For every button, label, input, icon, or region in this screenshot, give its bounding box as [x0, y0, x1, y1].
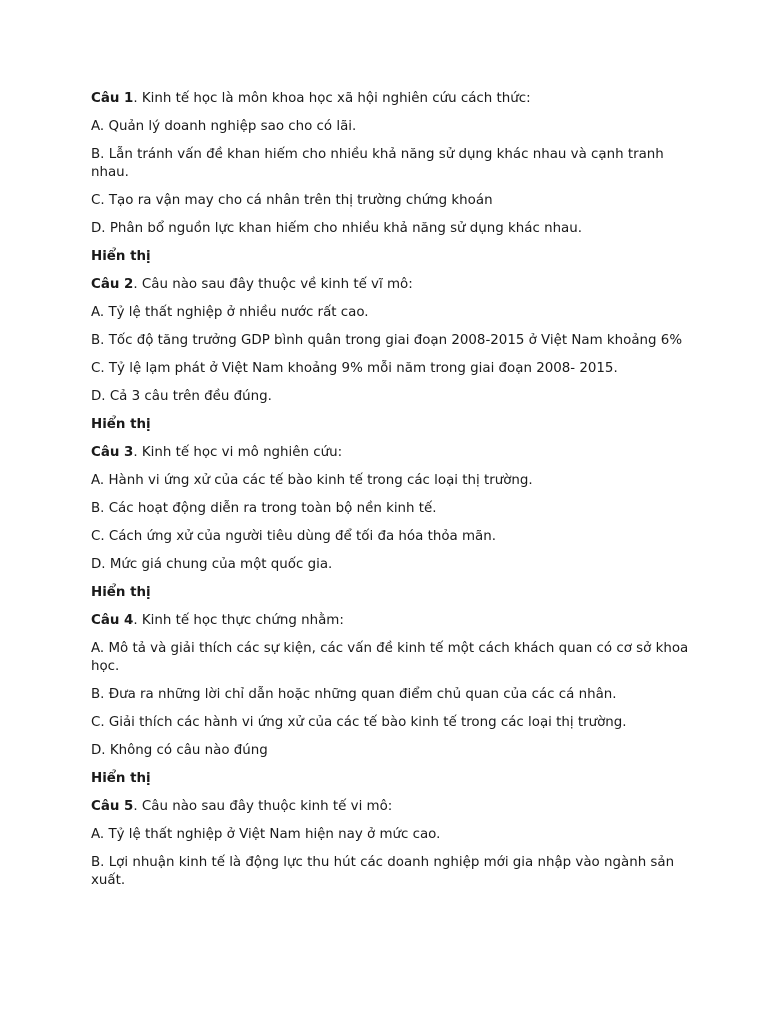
question-heading	[91, 612, 691, 630]
question-text: . Kinh tế học là môn khoa học xã hội nghiên cứu cách thức:	[133, 91, 531, 106]
question-2	[91, 276, 691, 434]
answer-option: D. Mức giá chung của một quốc gia.	[91, 557, 333, 572]
answer-option: A. Tỷ lệ thất nghiệp ở Việt Nam hiện nay ở mức cao.	[91, 827, 441, 842]
answer-option: B. Lợi nhuận kinh tế là động lực thu hút các doanh nghiệp mới gia nhập vào ngành sản xuất.	[91, 855, 675, 888]
document-body	[91, 90, 691, 900]
question-text: . Câu nào sau đây thuộc kinh tế vi mô:	[133, 799, 393, 814]
answer-option: C. Tỷ lệ lạm phát ở Việt Nam khoảng 9% mỗi năm trong giai đoạn 2008- 2015.	[91, 361, 618, 376]
show-answer-link[interactable]: Hiển thị	[91, 771, 151, 786]
answer-option: B. Lẫn tránh vấn đề khan hiếm cho nhiều khả năng sử dụng khác nhau và cạnh tranh nhau.	[91, 147, 664, 180]
question-number: Câu 5	[91, 799, 134, 814]
show-answer-link[interactable]: Hiển thị	[91, 249, 151, 264]
question-4	[91, 612, 691, 788]
question-heading	[91, 798, 691, 816]
answer-option: D. Cả 3 câu trên đều đúng.	[91, 389, 272, 404]
answer-option: A. Hành vi ứng xử của các tế bào kinh tế trong các loại thị trường.	[91, 473, 533, 488]
answer-option: A. Mô tả và giải thích các sự kiện, các vấn đề kinh tế một cách khách quan có cơ sở khoa học.	[91, 641, 689, 674]
answer-option: C. Cách ứng xử của người tiêu dùng để tối đa hóa thỏa mãn.	[91, 529, 496, 544]
question-3	[91, 444, 691, 602]
question-number: Câu 2	[91, 277, 134, 292]
question-number: Câu 1	[91, 91, 134, 106]
question-heading	[91, 276, 691, 294]
answer-option: B. Đưa ra những lời chỉ dẫn hoặc những quan điểm chủ quan của các cá nhân.	[91, 687, 617, 702]
question-heading	[91, 90, 691, 108]
question-number: Câu 4	[91, 613, 134, 628]
answer-option: B. Các hoạt động diễn ra trong toàn bộ nền kinh tế.	[91, 501, 437, 516]
question-number: Câu 3	[91, 445, 134, 460]
answer-option: A. Tỷ lệ thất nghiệp ở nhiều nước rất cao.	[91, 305, 369, 320]
question-1	[91, 90, 691, 266]
answer-option: C. Giải thích các hành vi ứng xử của các tế bào kinh tế trong các loại thị trường.	[91, 715, 627, 730]
show-answer-link[interactable]: Hiển thị	[91, 585, 151, 600]
answer-option: D. Không có câu nào đúng	[91, 743, 268, 758]
question-heading	[91, 444, 691, 462]
answer-option: D. Phân bổ nguồn lực khan hiếm cho nhiều khả năng sử dụng khác nhau.	[91, 221, 583, 236]
question-5	[91, 798, 691, 890]
question-text: . Kinh tế học vi mô nghiên cứu:	[133, 445, 343, 460]
question-text: . Kinh tế học thực chứng nhằm:	[133, 613, 344, 628]
show-answer-link[interactable]: Hiển thị	[91, 417, 151, 432]
question-text: . Câu nào sau đây thuộc về kinh tế vĩ mô:	[133, 277, 413, 292]
answer-option: C. Tạo ra vận may cho cá nhân trên thị trường chứng khoán	[91, 193, 493, 208]
answer-option: A. Quản lý doanh nghiệp sao cho có lãi.	[91, 119, 357, 134]
answer-option: B. Tốc độ tăng trưởng GDP bình quân trong giai đoạn 2008-2015 ở Việt Nam khoảng 6%	[91, 333, 683, 348]
